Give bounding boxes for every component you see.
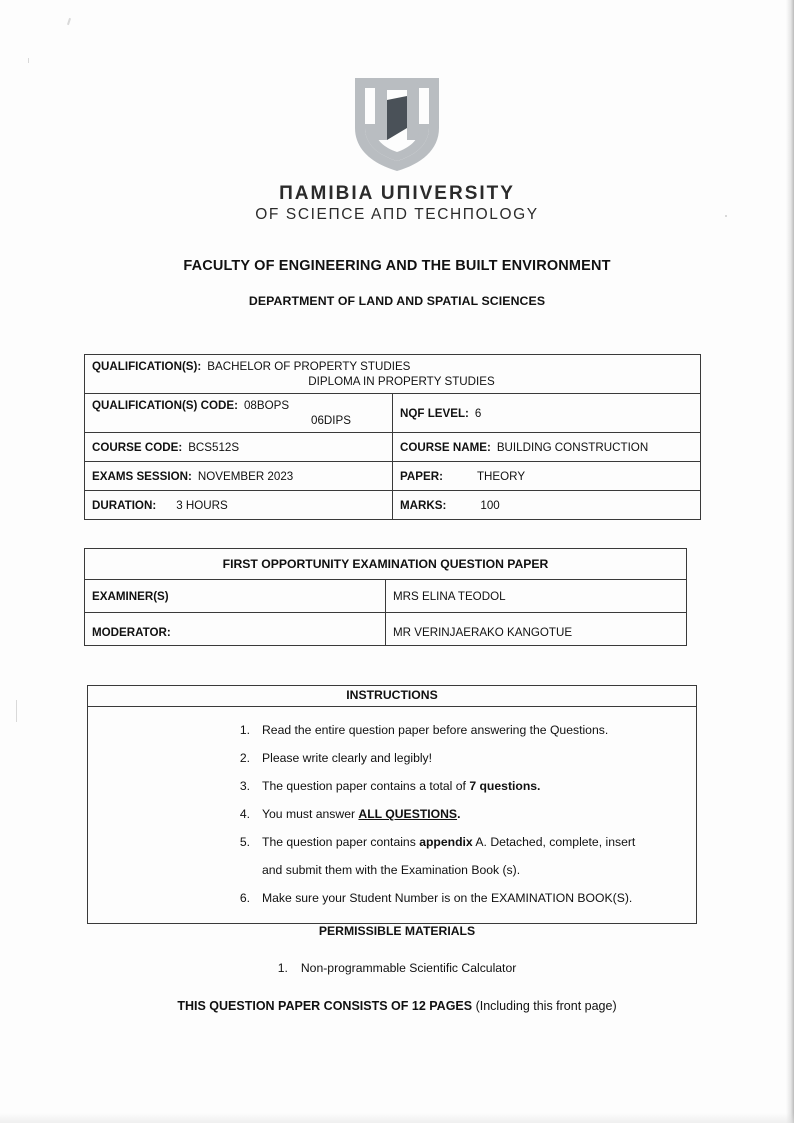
table-row-duration [85, 491, 701, 520]
instruction-item [88, 772, 696, 800]
nqf-level-label: NQF LEVEL: [400, 406, 469, 420]
qualification-code-cell [85, 394, 393, 433]
instructions-box [87, 685, 697, 924]
instruction-text-before: Please write clearly and legibly! [262, 751, 433, 765]
instruction-item [88, 828, 696, 884]
instruction-text [262, 744, 696, 772]
table-row-exams-session [85, 462, 701, 491]
examiner-label: EXAMINER(S) [85, 580, 386, 613]
duration-label: DURATION: [92, 498, 157, 512]
instruction-text-after: . [457, 807, 461, 821]
marks-cell [393, 491, 701, 520]
course-code-label: COURSE CODE: [92, 440, 183, 454]
duration-value: 3 HOURS [176, 498, 228, 512]
qualification-details-table [84, 354, 701, 520]
exams-session-label: EXAMS SESSION: [92, 469, 192, 483]
scan-speck [67, 18, 71, 25]
moderator-value: MR VERINJAERAKO KANGOTUE [386, 613, 687, 646]
instruction-text [262, 772, 696, 800]
instruction-text-before: The question paper contains [262, 835, 420, 849]
marks-label: MARKS: [400, 498, 447, 512]
course-name-cell [393, 433, 701, 462]
instructions-title: INSTRUCTIONS [88, 686, 696, 707]
instruction-item [88, 744, 696, 772]
paper-value: THEORY [476, 469, 526, 483]
course-name-value: BUILDING CONSTRUCTION [496, 440, 649, 454]
permissible-materials-item-text: Non-programmable Scientific Calculator [300, 961, 517, 975]
university-name-line1: ΠAMIBIA UΠIVERSITY [279, 183, 515, 204]
table-row-qualification-code [85, 394, 701, 433]
instruction-text-after: A. Detached, complete, insert [472, 835, 636, 849]
instruction-text-before: Read the entire question paper before answering the Questions. [262, 723, 609, 737]
permissible-materials-list [0, 961, 794, 975]
qualification-code-1: 08BOPS [243, 399, 290, 412]
examiner-moderator-table [84, 548, 687, 646]
instruction-text [262, 828, 696, 884]
instruction-text [262, 716, 696, 744]
course-code-value: BCS512S [188, 440, 240, 454]
instruction-text-bold: 7 questions. [469, 779, 541, 793]
instruction-text-before: Make sure your Student Number is on the EXAMINATION BOOK(S). [262, 891, 633, 905]
qualification-label: QUALIFICATION(S): [92, 360, 202, 373]
exams-session-value: NOVEMBER 2023 [197, 469, 294, 483]
qualification-value-1: BACHELOR OF PROPERTY STUDIES [207, 360, 411, 373]
table-row-qualification [85, 355, 701, 394]
instruction-text-before: The question paper contains a total of [262, 779, 470, 793]
table-row-moderator [85, 613, 687, 646]
examiner-value: MRS ELINA TEODOL [386, 580, 687, 613]
scan-edge-bottom [0, 1113, 794, 1123]
permissible-materials-title: PERMISSIBLE MATERIALS [318, 924, 476, 938]
instruction-item [88, 800, 696, 828]
page-count-bold: THIS QUESTION PAPER CONSISTS OF 12 PAGES [177, 999, 473, 1013]
duration-cell [85, 491, 393, 520]
scan-speck [28, 58, 29, 63]
page-count-footer [0, 999, 794, 1013]
table-row-paper-title [85, 549, 687, 580]
course-name-label: COURSE NAME: [400, 440, 491, 454]
university-name-line2: OF SCIEΠCE AΠD TECHΠOLOGY [255, 206, 539, 223]
faculty-heading: FACULTY OF ENGINEERING AND THE BUILT ENVIRONMENT [183, 258, 611, 274]
permissible-materials-item-number: 1. [277, 961, 288, 975]
instruction-text [262, 800, 696, 828]
instruction-number: 4. [239, 807, 250, 821]
instruction-number: 5. [239, 835, 250, 849]
qualification-code-2: 06DIPS [311, 414, 351, 427]
instructions-list [88, 707, 696, 923]
nust-shield-logo-icon [345, 72, 449, 176]
scan-speck [16, 700, 17, 722]
moderator-label: MODERATOR: [85, 613, 386, 646]
qualification-cell [85, 355, 701, 394]
table-row-course-code [85, 433, 701, 462]
institution-logo [0, 72, 794, 181]
page-count-normal: (Including this front page) [472, 999, 617, 1013]
instruction-number: 3. [239, 779, 250, 793]
instruction-text-continuation: and submit them with the Examination Book (s). [262, 863, 521, 877]
paper-label: PAPER: [400, 469, 443, 483]
paper-cell [393, 462, 701, 491]
nqf-level-value: 6 [474, 406, 482, 420]
instruction-number: 2. [239, 751, 250, 765]
marks-value: 100 [480, 498, 500, 512]
instruction-number: 6. [239, 891, 250, 905]
university-name [0, 183, 794, 225]
course-code-cell [85, 433, 393, 462]
paper-title-cell: FIRST OPPORTUNITY EXAMINATION QUESTION PAPER [85, 549, 687, 580]
exams-session-cell [85, 462, 393, 491]
instruction-number: 1. [239, 723, 250, 737]
instruction-text-bold: appendix [419, 835, 473, 849]
instruction-item [88, 884, 696, 912]
qualification-value-2: DIPLOMA IN PROPERTY STUDIES [308, 375, 495, 388]
nqf-level-cell [393, 394, 701, 433]
table-row-examiner [85, 580, 687, 613]
instruction-text-before: You must answer [262, 807, 359, 821]
department-heading: DEPARTMENT OF LAND AND SPATIAL SCIENCES [248, 294, 546, 308]
qualification-code-label: QUALIFICATION(S) CODE: [92, 399, 238, 412]
instruction-text [262, 884, 696, 912]
instruction-text-bold-underline: ALL QUESTIONS [358, 807, 458, 821]
instruction-item [88, 716, 696, 744]
